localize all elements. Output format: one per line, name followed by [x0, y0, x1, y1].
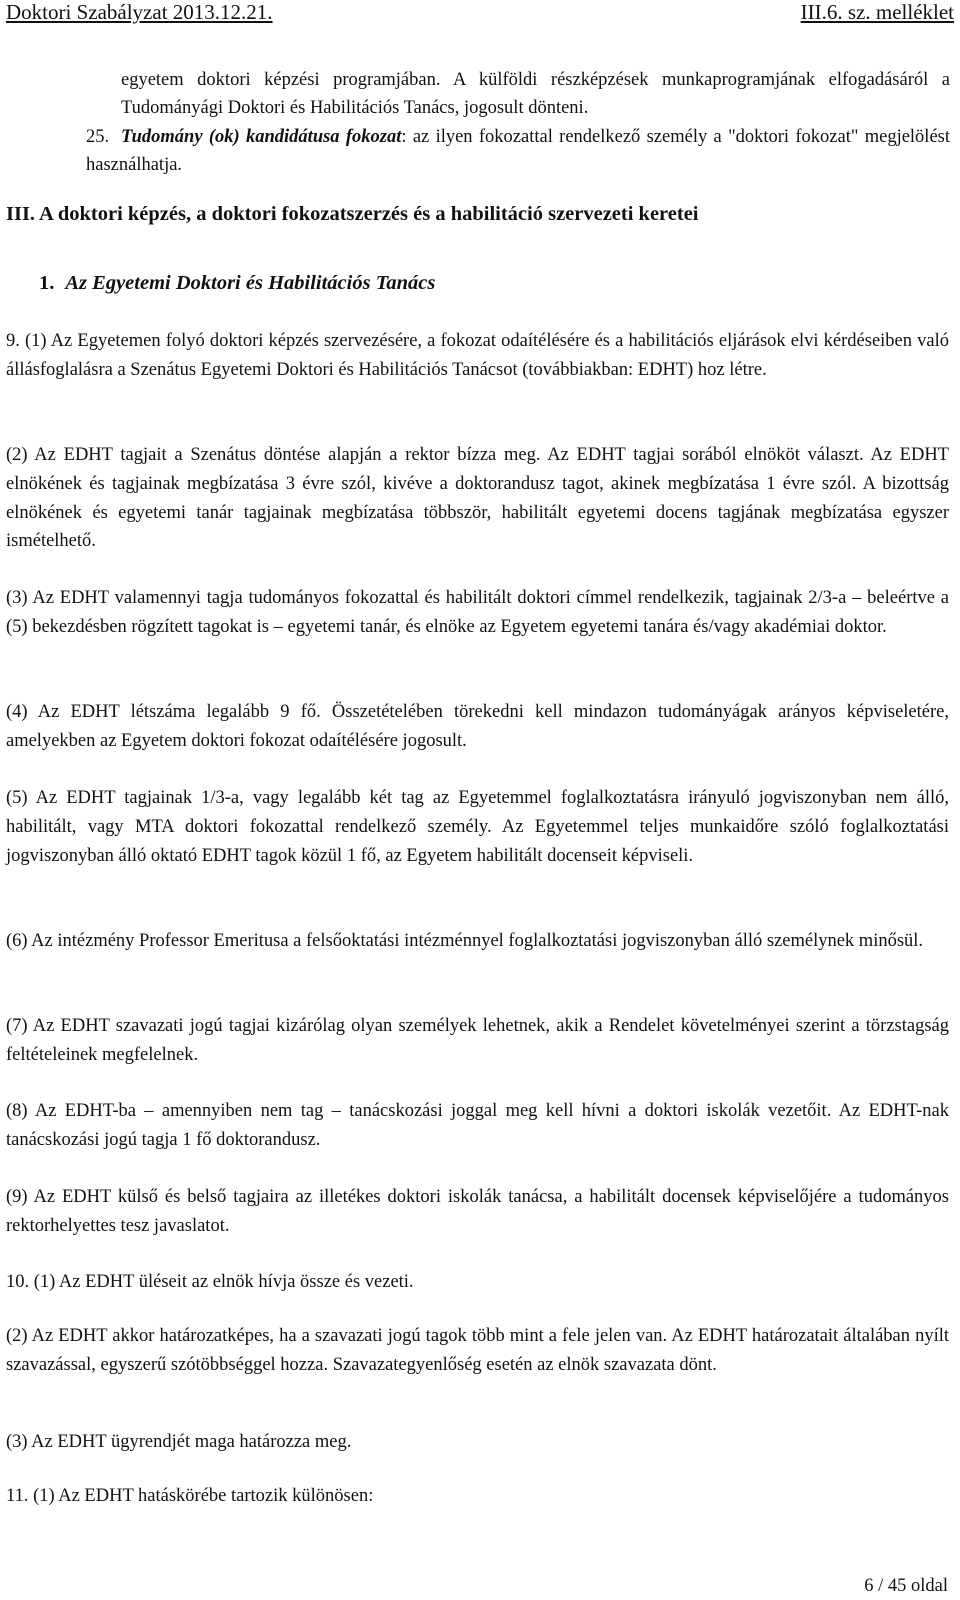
paragraph-10-1: 10. (1) Az EDHT üléseit az elnök hívja össze és vezeti. — [6, 1272, 414, 1292]
page-header — [0, 0, 960, 26]
paragraph-9-1: 9. (1) Az Egyetemen folyó doktori képzés szervezésére, a fokozat odaítélésére és a habilitációs eljárások elvi kérdéseiben való állásfoglalásra a Szenátus Egyetemi Doktori és Habilitációs Tanácsot (továbbiakban: EDHT) hoz létre. — [6, 331, 949, 380]
list-item-25 — [86, 123, 950, 179]
paragraph-9-9: (9) Az EDHT külső és belső tagjaira az illetékes doktori iskolák tanácsa, a habilitált docensek képviselőjére a tudományos rektorhelyettes tesz javaslatot. — [6, 1187, 949, 1236]
paragraph-11-1: 11. (1) Az EDHT hatáskörébe tartozik különösen: — [6, 1486, 374, 1506]
annex-label: III.6. sz. melléklet — [800, 0, 954, 24]
paragraph-9-6: (6) Az intézmény Professor Emeritusa a felsőoktatási intézménnyel foglalkoztatási jogviszonyban álló személynek minősül. — [6, 931, 924, 951]
paragraph-9-2: (2) Az EDHT tagjait a Szenátus döntése alapján a rektor bízza meg. Az EDHT tagjai sorából elnököt választ. Az EDHT elnökének és tagjainak megbízatása 3 évre szól, kivéve a doktorandusz tagot, akinek megbízatása 1 évre szól. A bizottság elnökének és egyetemi tanár tagjainak megbízatása többször, habilitált egyetemi docens tagjának megbízatása egyszer ismételhető. — [6, 445, 949, 552]
list-item-number: 25. — [86, 127, 110, 147]
paragraph-10-2: (2) Az EDHT akkor határozatképes, ha a szavazati jogú tagok több mint a fele jelen van. Az EDHT határozatait általában nyílt szavazással, egyszerű szótöbbséggel hozza. Szavazategyenlőség esetén az elnök szavazata dönt. — [6, 1326, 949, 1375]
paragraph-10-3: (3) Az EDHT ügyrendjét maga határozza meg. — [6, 1432, 352, 1452]
paragraph-9-4: (4) Az EDHT létszáma legalább 9 fő. Összetételében törekedni kell mindazon tudományágak arányos képviseletére, amelyekben az Egyetem doktori fokozat odaítélésére jogosult. — [6, 702, 949, 751]
paragraph-9-7: (7) Az EDHT szavazati jogú tagjai kizárólag olyan személyek lehetnek, akik a Rendelet követelményei szerint a törzstagság feltételeinek megfelelnek. — [6, 1016, 949, 1065]
defined-term: Tudomány (ok) kandidátusa fokozat — [121, 127, 402, 147]
page-number: 6 / 45 oldal — [864, 1576, 948, 1596]
paragraph-9-5: (5) Az EDHT tagjainak 1/3-a, vagy legalább két tag az Egyetemmel foglalkoztatásra irányuló jogviszonyban nem álló, habilitált, vagy MTA doktori fokozattal rendelkező személy. Az Egyetemmel teljes munkaidőre szóló foglalkoztatási jogviszonyban álló oktató EDHT tagok közül 1 fő, az Egyetem habilitált docenseit képviseli. — [6, 788, 949, 866]
intro-paragraph: egyetem doktori képzési programjában. A külföldi részképzések munkaprogramjának elfogadásáról a Tudományági Doktori és Habilitációs Tanács, jogosult dönteni. — [121, 70, 950, 119]
section-heading: III. A doktori képzés, a doktori fokozatszerzés és a habilitáció szervezeti keretei — [6, 203, 699, 225]
subsection-number: 1. — [39, 272, 55, 294]
definition-text: : az ilyen fokozattal rendelkező személy a "doktori fokozat" megjelölést használhatja. — [86, 127, 950, 176]
paragraph-9-3: (3) Az EDHT valamennyi tagja tudományos fokozattal és habilitált doktori címmel rendelkezik, tagjainak 2/3-a – beleértve a (5) bekezdésben rögzített tagokat is – egyetemi tanár, és elnöke az Egyetem egyetemi tanára és/vagy akadémiai doktor. — [6, 588, 949, 637]
paragraph-9-8: (8) Az EDHT-ba – amennyiben nem tag – tanácskozási joggal meg kell hívni a doktori iskolák vezetőit. Az EDHT-nak tanácskozási jogú tagja 1 fő doktorandusz. — [6, 1101, 949, 1150]
subsection-title: Az Egyetemi Doktori és Habilitációs Tanács — [65, 272, 436, 294]
document-title: Doktori Szabályzat 2013.12.21. — [6, 0, 273, 24]
subsection-heading — [39, 272, 435, 295]
